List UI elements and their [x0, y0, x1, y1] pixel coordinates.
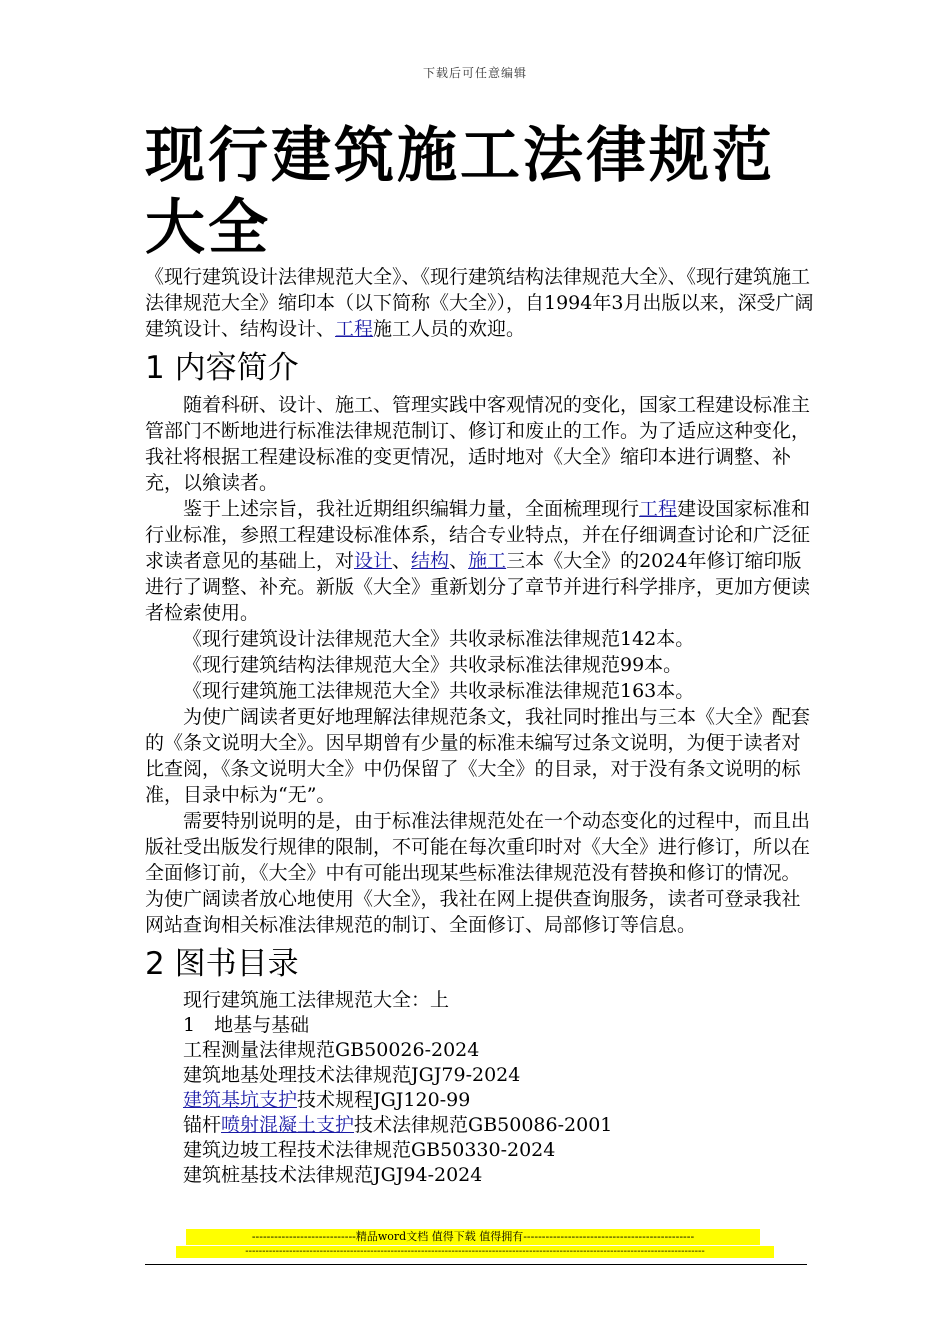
intro-paragraph: 《现行建筑设计法律规范大全》、《现行建筑结构法律规范大全》、《现行建筑施工法律规范大全》缩印本（以下简称《大全》），自1994年3月出版以来，深受广阔建筑设计、结构设计、工程施工人员的欢迎。 — [145, 266, 814, 340]
toc-item: 建筑边坡工程技术法律规范GB50330-2024 — [183, 1139, 556, 1161]
toc-list — [145, 988, 817, 1188]
paragraph-5: 《现行建筑施工法律规范大全》共收录标准法律规范163本。 — [183, 680, 695, 702]
paragraph-3: 《现行建筑设计法律规范大全》共收录标准法律规范142本。 — [183, 628, 695, 650]
paragraph-7: 需要特别说明的是，由于标准法律规范处在一个动态变化的过程中，而且出版社受出版发行规律的限制，不可能在每次重印时对《大全》进行修订，所以在全面修订前，《大全》中有可能出现某些标准法律规范没有替换和修订的情况。为使广阔读者放心地使用《大全》，我社在网上提供查询服务，读者可登录我社网站查询相关标准法律规范的制订、全面修订、局部修订等信息。 — [145, 810, 811, 936]
paragraph-1: 随着科研、设计、施工、管理实践中客观情况的变化，国家工程建设标准主管部门不断地进行标准法律规范制订、修订和废止的工作。为了适应这种变化，我社将根据工程建设标准的变更情况，适时地对《大全》缩印本进行调整、补充，以飨读者。 — [145, 394, 811, 494]
footer-divider — [145, 1264, 807, 1265]
footer-banner-dashes: ---------------------------------------------------------------------------------------------------------------------------------------- — [176, 1246, 774, 1258]
page-header: 下载后可任意编辑 — [422, 66, 527, 80]
footer-banner: ----------------------------精品word文档 值得下载 值得拥有---------------------------------------------- — [186, 1229, 760, 1245]
link-jikeng-zhihu[interactable]: 建筑基坑支护 — [183, 1089, 298, 1111]
link-sheji[interactable]: 设计 — [354, 550, 393, 572]
section-heading-content: 1 内容简介 — [145, 350, 299, 386]
toc-item: 锚杆喷射混凝土支护技术法律规范GB50086-2001 — [183, 1114, 613, 1136]
toc-item: 工程测量法律规范GB50026-2024 — [183, 1039, 480, 1061]
link-gongcheng-2[interactable]: 工程 — [639, 498, 678, 520]
link-shigong[interactable]: 施工 — [468, 550, 507, 572]
toc-item: 建筑基坑支护技术规程JGJ120-99 — [183, 1089, 471, 1111]
document-body — [145, 120, 817, 1188]
paragraph-4: 《现行建筑结构法律规范大全》共收录标准法律规范99本。 — [183, 654, 683, 676]
paragraph-6: 为使广阔读者更好地理解法律规范条文，我社同时推出与三本《大全》配套的《条文说明大全》。因早期曾有少量的标准未编写过条文说明，为便于读者对比查阅，《条文说明大全》中仍保留了《大全》的目录，对于没有条文说明的标准，目录中标为“无”。 — [145, 706, 811, 806]
link-jiegou[interactable]: 结构 — [411, 550, 450, 572]
toc-item: 1 地基与基础 — [183, 1014, 310, 1036]
document-title: 现行建筑施工法律规范大全 — [145, 121, 775, 263]
paragraph-2: 鉴于上述宗旨，我社近期组织编辑力量，全面梳理现行工程建设国家标准和行业标准，参照工程建设标准体系，结合专业特点，并在仔细调查讨论和广泛征求读者意见的基础上，对设计、结构、施工三本《大全》的2024年修订缩印版进行了调整、补充。新版《大全》重新划分了章节并进行科学排序，更加方便读者检索使用。 — [145, 498, 811, 624]
link-penshe-hunningtu[interactable]: 喷射混凝土支护 — [221, 1114, 355, 1136]
toc-item: 建筑桩基技术法律规范JGJ94-2024 — [183, 1164, 483, 1186]
link-gongcheng[interactable]: 工程 — [335, 318, 374, 340]
toc-item: 现行建筑施工法律规范大全：上 — [183, 989, 450, 1011]
section-heading-toc: 2 图书目录 — [145, 946, 299, 982]
toc-item: 建筑地基处理技术法律规范JGJ79-2024 — [183, 1064, 521, 1086]
